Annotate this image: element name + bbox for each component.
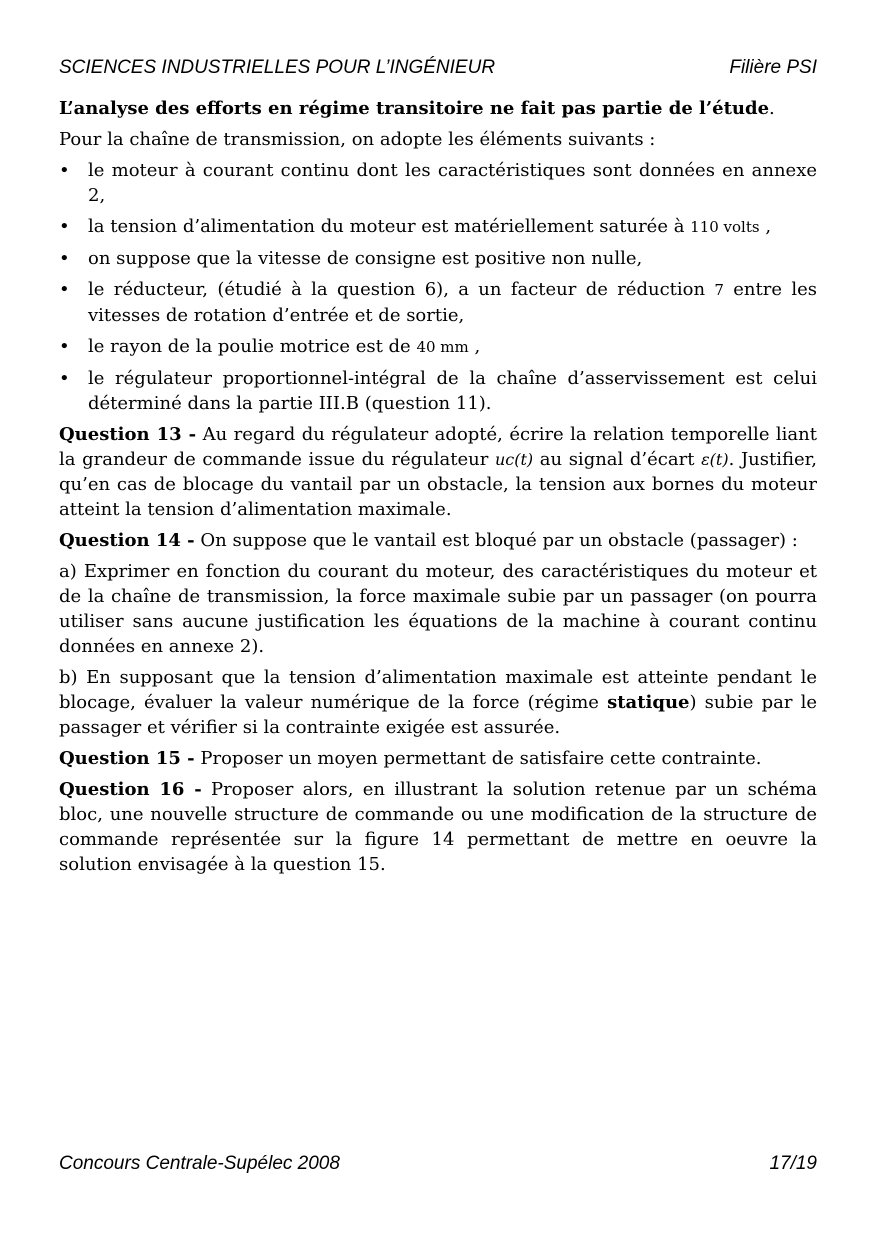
header-subject: SCIENCES INDUSTRIELLES POUR L’INGÉNIEUR bbox=[59, 57, 496, 78]
voltage-value: 110 volts bbox=[690, 218, 760, 236]
pulley-radius: 40 mm bbox=[416, 338, 469, 356]
list-item: • le régulateur proportionnel-intégral de la chaîne d’asservissement est celui déterminé dans la partie III.B (question 11). bbox=[59, 368, 817, 414]
page-footer bbox=[59, 1152, 817, 1176]
bullet-icon: • bbox=[59, 216, 70, 237]
question-15: Question 15 - Proposer un moyen permettant de satisfaire cette contrainte. bbox=[59, 748, 762, 769]
reduction-factor: 7 bbox=[714, 281, 724, 299]
control-signal-symbol: uc(t) bbox=[494, 450, 534, 469]
list-item: • on suppose que la vitesse de consigne est positive non nulle, bbox=[59, 248, 643, 269]
bullet-icon: • bbox=[59, 248, 70, 269]
footer-contest: Concours Centrale-Supélec 2008 bbox=[59, 1153, 340, 1174]
question-14-b: b) En supposant que la tension d’alimentation maximale est atteinte pendant le blocage, évaluer la valeur numérique de la force (régime statique) subie par le passager et vérifier si la contrainte exigée est assurée. bbox=[59, 667, 817, 738]
list-item: • le moteur à courant continu dont les caractéristiques sont données en annexe 2, bbox=[59, 160, 817, 206]
question-16: Question 16 - Proposer alors, en illustrant la solution retenue par un schéma bloc, une nouvelle structure de commande ou une modification de la structure de commande représentée sur la figure 14 permettant de mettre en oeuvre la solution envisagée à la question 15. bbox=[59, 779, 817, 875]
question-13: Question 13 - Au regard du régulateur adopté, écrire la relation temporelle liant la grandeur de commande issue du régulateur uc(t) au signal d’écart ε(t). Justifier, qu’en cas de blocage du vantail par un obstacle, la tension aux bornes du moteur atteint la tension d’alimentation maximale. bbox=[59, 424, 817, 520]
bullet-icon: • bbox=[59, 336, 70, 357]
intro-text: Pour la chaîne de transmission, on adopte les éléments suivants : bbox=[59, 129, 656, 150]
page-header bbox=[59, 56, 817, 80]
list-item: • le réducteur, (étudié à la question 6), a un facteur de réduction 7 entre les vitesses de rotation d’entrée et de sortie, bbox=[59, 279, 817, 326]
question-14: Question 14 - On suppose que le vantail est bloqué par un obstacle (passager) : bbox=[59, 530, 798, 551]
error-signal-symbol: ε(t) bbox=[701, 450, 729, 469]
bullet-icon: • bbox=[59, 368, 70, 389]
header-track: Filière PSI bbox=[729, 57, 817, 78]
page-number: 17/19 bbox=[769, 1153, 817, 1174]
bullet-icon: • bbox=[59, 279, 70, 300]
list-item: • le rayon de la poulie motrice est de 40 mm , bbox=[59, 336, 481, 357]
bold-statement: L’analyse des efforts en régime transitoire ne fait pas partie de l’étude. bbox=[59, 98, 775, 119]
bullet-icon: • bbox=[59, 160, 70, 181]
list-item: • la tension d’alimentation du moteur est matériellement saturée à 110 volts , bbox=[59, 216, 772, 237]
question-14-a: a) Exprimer en fonction du courant du moteur, des caractéristiques du moteur et de la chaîne de transmission, la force maximale subie par un passager (on pourra utiliser sans aucune justification les équations de la machine à courant continu données en annexe 2). bbox=[59, 561, 817, 657]
element-list bbox=[59, 158, 817, 416]
page-body bbox=[59, 96, 817, 883]
